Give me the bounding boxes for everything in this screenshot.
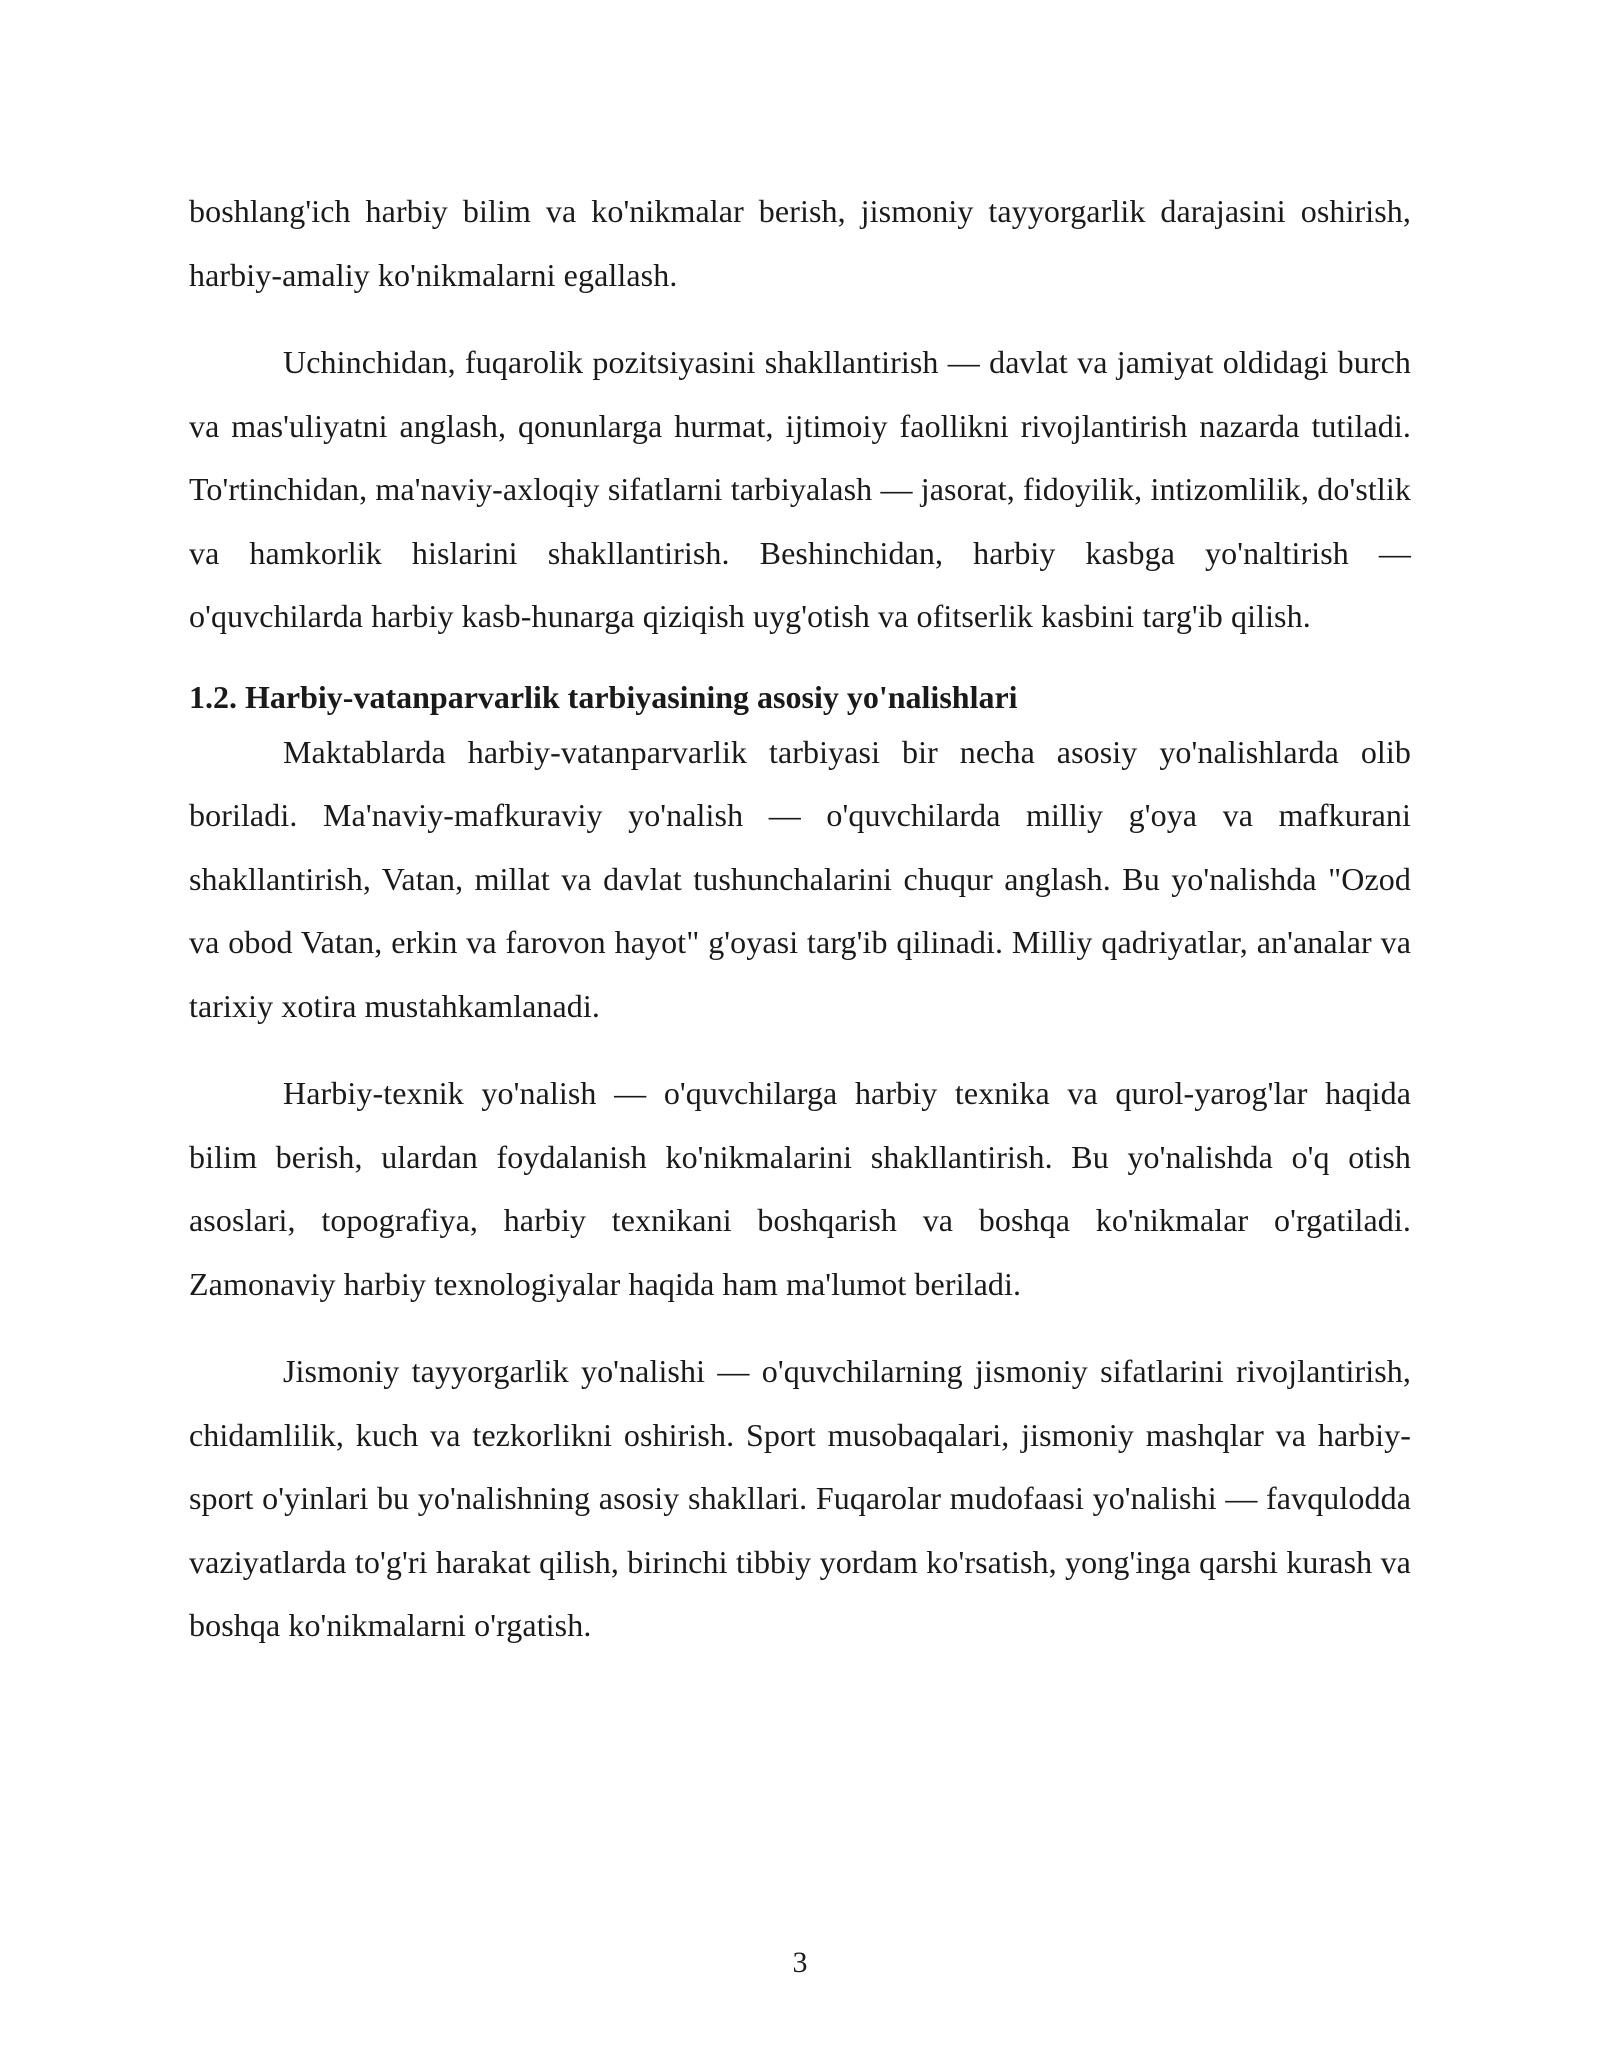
page-body (189, 180, 1411, 1658)
paragraph-ideological-direction: Maktablarda harbiy-vatanparvarlik tarbiyasi bir necha asosiy yo'nalishlarda olib boriladi. Ma'naviy-mafkuraviy yo'nalish — o'quvchilarda milliy g'oya va mafkurani shakllantirish, Vatan, millat va davlat tushunchalarini chuqur anglash. Bu yo'nalishda "Ozod va obod Vatan, erkin va farovon hayot" g'oyasi targ'ib qilinadi. Milliy qadriyatlar, an'analar va tarixiy xotira mustahkamlanadi. (189, 733, 1411, 1024)
section-heading: 1.2. Harbiy-vatanparvarlik tarbiyasining asosiy yo'nalishlari (189, 678, 1018, 715)
page-number: 3 (792, 1946, 808, 1979)
paragraph-physical-direction: Jismoniy tayyorgarlik yo'nalishi — o'quvchilarning jismoniy sifatlarini rivojlantirish, chidamlilik, kuch va tezkorlikni oshirish. Sport musobaqalari, jismoniy mashqlar va harbiy-sport o'yinlari bu yo'nalishning asosiy shakllari. Fuqarolar mudofaasi yo'nalishi — favqulodda vaziyatlarda to'g'ri harakat qilish, birinchi tibbiy yordam ko'rsatish, yong'inga qarshi kurash va boshqa ko'nikmalarni o'rgatish. (189, 1353, 1411, 1643)
paragraph-continuation: boshlang'ich harbiy bilim va ko'nikmalar berish, jismoniy tayyorgarlik darajasini oshirish, harbiy-amaliy ko'nikmalarni egallash. (189, 193, 1411, 293)
paragraph-objectives: Uchinchidan, fuqarolik pozitsiyasini shakllantirish — davlat va jamiyat oldidagi burch va mas'uliyatni anglash, qonunlarga hurmat, ijtimoiy faollikni rivojlantirish nazarda tutiladi. To'rtinchidan, ma'naviy-axloqiy sifatlarni tarbiyalash — jasorat, fidoyilik, intizomlilik, do'stlik va hamkorlik hislarini shakllantirish. Beshinchidan, harbiy kasbga yo'naltirish — o'quvchilarda harbiy kasb-hunarga qiziqish uyg'otish va ofitserlik kasbini targ'ib qilish. (189, 344, 1411, 634)
paragraph-technical-direction: Harbiy-texnik yo'nalish — o'quvchilarga harbiy texnika va qurol-yarog'lar haqida bilim berish, ulardan foydalanish ko'nikmalarini shakllantirish. Bu yo'nalishda o'q otish asoslari, topografiya, harbiy texnikani boshqarish va boshqa ko'nikmalar o'rgatiladi. Zamonaviy harbiy texnologiyalar haqida ham ma'lumot beriladi. (189, 1075, 1411, 1302)
